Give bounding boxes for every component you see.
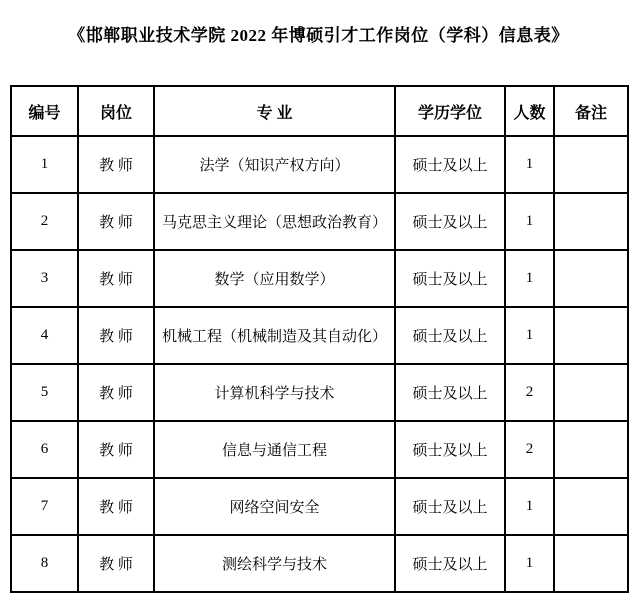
cell-major: 计算机科学与技术: [154, 364, 395, 421]
cell-note: [554, 364, 628, 421]
header-number: 编号: [11, 86, 78, 136]
cell-degree: 硕士及以上: [395, 478, 505, 535]
table-header-row: [11, 86, 628, 136]
header-note: 备注: [554, 86, 628, 136]
table-row: [11, 535, 628, 592]
cell-note: [554, 193, 628, 250]
cell-count: 1: [505, 250, 554, 307]
cell-degree: 硕士及以上: [395, 535, 505, 592]
cell-degree: 硕士及以上: [395, 307, 505, 364]
cell-note: [554, 250, 628, 307]
cell-position: 教 师: [78, 478, 154, 535]
cell-note: [554, 535, 628, 592]
cell-count: 1: [505, 307, 554, 364]
cell-position: 教 师: [78, 535, 154, 592]
cell-degree: 硕士及以上: [395, 421, 505, 478]
document-title: 《邯郸职业技术学院 2022 年博硕引才工作岗位（学科）信息表》: [68, 26, 569, 45]
cell-major: 马克思主义理论（思想政治教育）: [154, 193, 395, 250]
cell-note: [554, 478, 628, 535]
cell-number: 1: [11, 136, 78, 193]
cell-major: 机械工程（机械制造及其自动化）: [154, 307, 395, 364]
header-major: 专 业: [154, 86, 395, 136]
cell-major: 数学（应用数学）: [154, 250, 395, 307]
cell-number: 4: [11, 307, 78, 364]
cell-degree: 硕士及以上: [395, 364, 505, 421]
header-position: 岗位: [78, 86, 154, 136]
cell-count: 1: [505, 193, 554, 250]
cell-number: 7: [11, 478, 78, 535]
cell-major: 信息与通信工程: [154, 421, 395, 478]
cell-position: 教 师: [78, 193, 154, 250]
table-row: [11, 250, 628, 307]
cell-count: 1: [505, 136, 554, 193]
table-row: [11, 136, 628, 193]
cell-note: [554, 136, 628, 193]
cell-number: 3: [11, 250, 78, 307]
table-row: [11, 421, 628, 478]
table-row: [11, 193, 628, 250]
cell-degree: 硕士及以上: [395, 250, 505, 307]
cell-count: 2: [505, 364, 554, 421]
cell-number: 6: [11, 421, 78, 478]
header-degree: 学历学位: [395, 86, 505, 136]
cell-position: 教 师: [78, 421, 154, 478]
cell-major: 测绘科学与技术: [154, 535, 395, 592]
cell-number: 5: [11, 364, 78, 421]
cell-position: 教 师: [78, 136, 154, 193]
cell-position: 教 师: [78, 250, 154, 307]
cell-number: 8: [11, 535, 78, 592]
table-row: [11, 478, 628, 535]
position-info-table: [10, 85, 629, 593]
cell-number: 2: [11, 193, 78, 250]
cell-degree: 硕士及以上: [395, 136, 505, 193]
cell-note: [554, 307, 628, 364]
table-row: [11, 364, 628, 421]
cell-major: 网络空间安全: [154, 478, 395, 535]
header-count: 人数: [505, 86, 554, 136]
cell-position: 教 师: [78, 364, 154, 421]
table-row: [11, 307, 628, 364]
cell-count: 1: [505, 535, 554, 592]
cell-note: [554, 421, 628, 478]
cell-degree: 硕士及以上: [395, 193, 505, 250]
cell-count: 2: [505, 421, 554, 478]
cell-count: 1: [505, 478, 554, 535]
cell-major: 法学（知识产权方向）: [154, 136, 395, 193]
cell-position: 教 师: [78, 307, 154, 364]
